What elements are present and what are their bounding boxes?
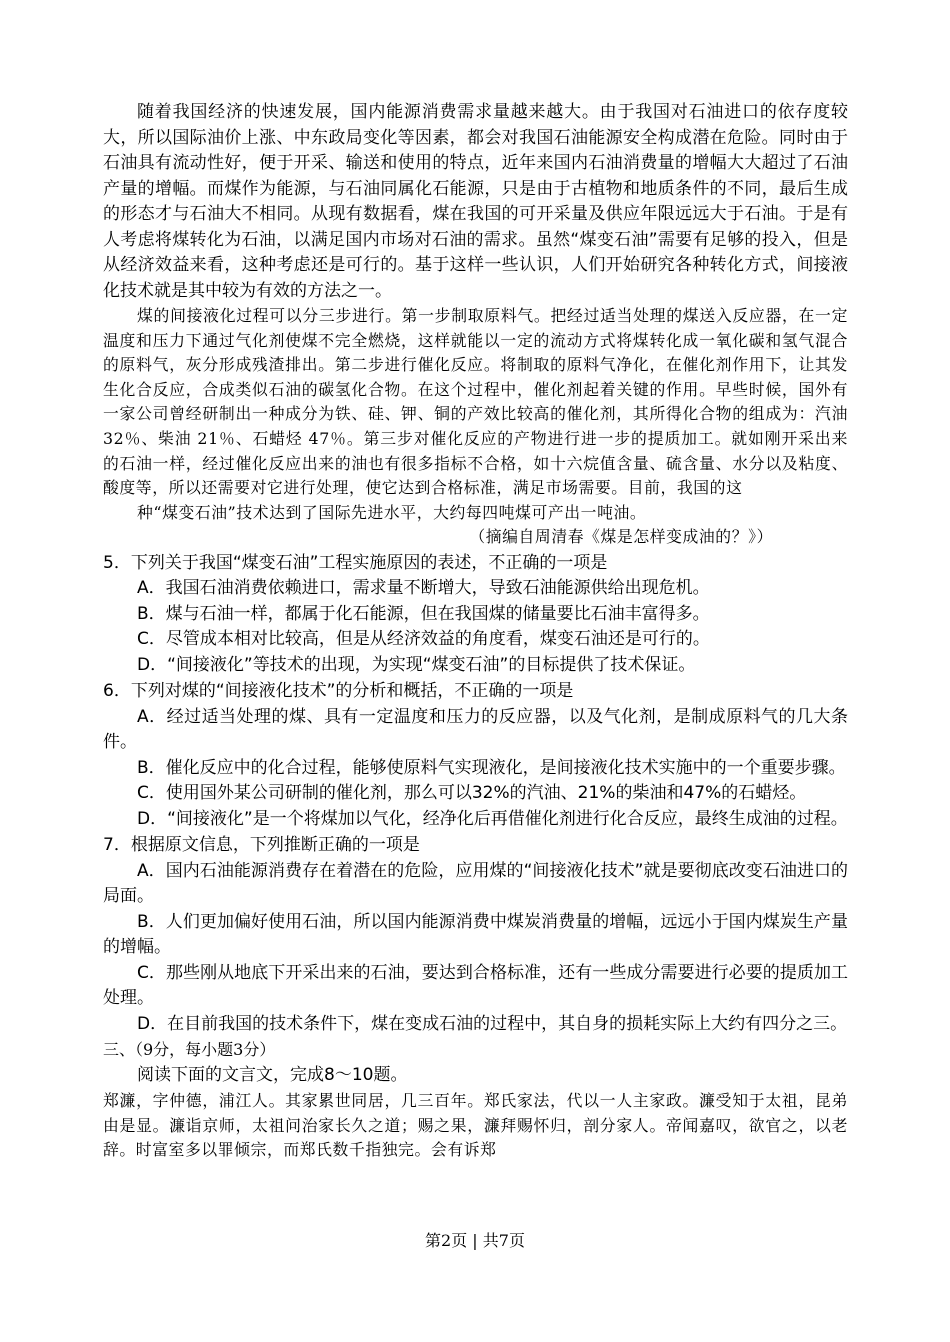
question-option: C．使用国外某公司研制的催化剂，那么可以32%的汽油、21%的柴油和47%的石蜡烃。	[137, 783, 807, 804]
question-option: D．在目前我国的技术条件下，煤在变成石油的过程中，其自身的损耗实际上大约有四分之三。	[137, 1013, 848, 1034]
passage-paragraph-1: 随着我国经济的快速发展，国内能源消费需求量越来越大。由于我国对石油进口的依存度较大，所以国际油价上涨、中东政局变化等因素，都会对我国石油能源安全构成潜在危险。同时由于石油具有流动性好，便于开采、输送和使用的特点，近年来国内石油消费量的增幅大大超过了石油产量的增幅。而煤作为能源，与石油同属化石能源，只是由于古植物和地质条件的不同，最后生成的形态才与石油大不相同。从现有数据看，煤在我国的可开采量及供应年限远远大于石油。于是有人考虑将煤转化为石油，以满足国内市场对石油的需求。虽然“煤变石油”需要有足够的投入，但是从经济效益来看，这种考虑还是可行的。基于这样一些认识，人们开始研究各种转化方式，间接液化技术就是其中较为有效的方法之一。	[103, 102, 848, 301]
question-5	[103, 551, 848, 679]
question-option: D．“间接液化”是一个将煤加以气化，经净化后再借催化剂进行化合反应，最终生成油的过程。	[137, 808, 848, 829]
section-instruction: 阅读下面的文言文，完成8～10题。	[137, 1065, 408, 1086]
passage-source: （摘编自周清春《煤是怎样变成油的？》）	[469, 527, 773, 547]
question-option: A．我国石油消费依赖进口，需求量不断增大，导致石油能源供给出现危机。	[137, 578, 710, 599]
question-option: D．“间接液化”等技术的出现，为实现“煤变石油”的目标提供了技术保证。	[137, 654, 696, 675]
question-option: A．经过适当处理的煤、具有一定温度和压力的反应器，以及气化剂，是制成原料气的几大条件。	[103, 706, 848, 753]
question-option: A．国内石油能源消费存在着潜在的危险，应用煤的“间接液化技术”就是要彻底改变石油进口的局面。	[103, 860, 848, 907]
question-stem: 5．下列关于我国“煤变石油”工程实施原因的表述，不正确的一项是	[103, 552, 608, 573]
classical-text: 郑濂，字仲德，浦江人。其家累世同居，几三百年。郑氏家法，代以一人主家政。濂受知于太祖，昆弟由是显。濂诣京师，太祖问治家长久之道；赐之果，濂拜赐怀归，剖分家人。帝闻嘉叹，欲官之，以老辞。时富室多以罪倾宗，而郑氏数千指独完。会有诉郑	[103, 1090, 848, 1160]
section-heading: 三、（9分，每小题3分）	[103, 1040, 276, 1060]
question-option: C．那些刚从地底下开采出来的石油，要达到合格标准，还有一些成分需要进行必要的提质加工处理。	[103, 962, 848, 1009]
question-stem: 6．下列对煤的“间接液化技术”的分析和概括，不正确的一项是	[103, 681, 574, 702]
section-3	[103, 1037, 848, 1162]
question-stem: 7．根据原文信息，下列推断正确的一项是	[103, 835, 420, 856]
question-option: B．煤与石油一样，都属于化石能源，但在我国煤的储量要比石油丰富得多。	[137, 603, 710, 624]
question-6	[103, 679, 848, 832]
question-option: B．催化反应中的化合过程，能够使原料气实现液化，是间接液化技术实施中的一个重要步骤。	[137, 757, 846, 778]
question-option: C．尽管成本相对比较高，但是从经济效益的角度看，煤变石油还是可行的。	[137, 629, 710, 650]
question-option: B．人们更加偏好使用石油，所以国内能源消费中煤炭消费量的增幅，远远小于国内煤炭生产量的增幅。	[103, 911, 848, 958]
passage-paragraph-3: 种“煤变石油”技术达到了国际先进水平，大约每四吨煤可产出一吨油。	[137, 502, 647, 522]
question-7	[103, 833, 848, 1037]
passage-paragraph-2: 煤的间接液化过程可以分三步进行。第一步制取原料气。把经过适当处理的煤送入反应器，在一定温度和压力下通过气化剂使煤不完全燃烧，这样就能以一定的流动方式将煤转化成一氧化碳和氢气混合的原料气，灰分形成残渣排出。第二步进行催化反应。将制取的原料气净化，在催化剂作用下，让其发生化合反应，合成类似石油的碳氢化合物。在这个过程中，催化剂起着关键的作用。早些时候，国外有一家公司曾经研制出一种成分为铁、硅、钾、铜的产效比较高的催化剂，其所得化合物的组成为：汽油 32％、柴油 21％、石蜡烃 47％。第三步对催化反应的产物进行进一步的提质加工。就如刚开采出来的石油一样，经过催化反应出来的油也有很多指标不合格，如十六烷值含量、硫含量、水分以及粘度、酸度等，所以还需要对它进行处理，使它达到合格标准，满足市场需要。目前，我国的这	[103, 306, 848, 498]
page-footer: 第2页 | 共7页	[425, 1231, 525, 1250]
page-content	[103, 100, 848, 1163]
